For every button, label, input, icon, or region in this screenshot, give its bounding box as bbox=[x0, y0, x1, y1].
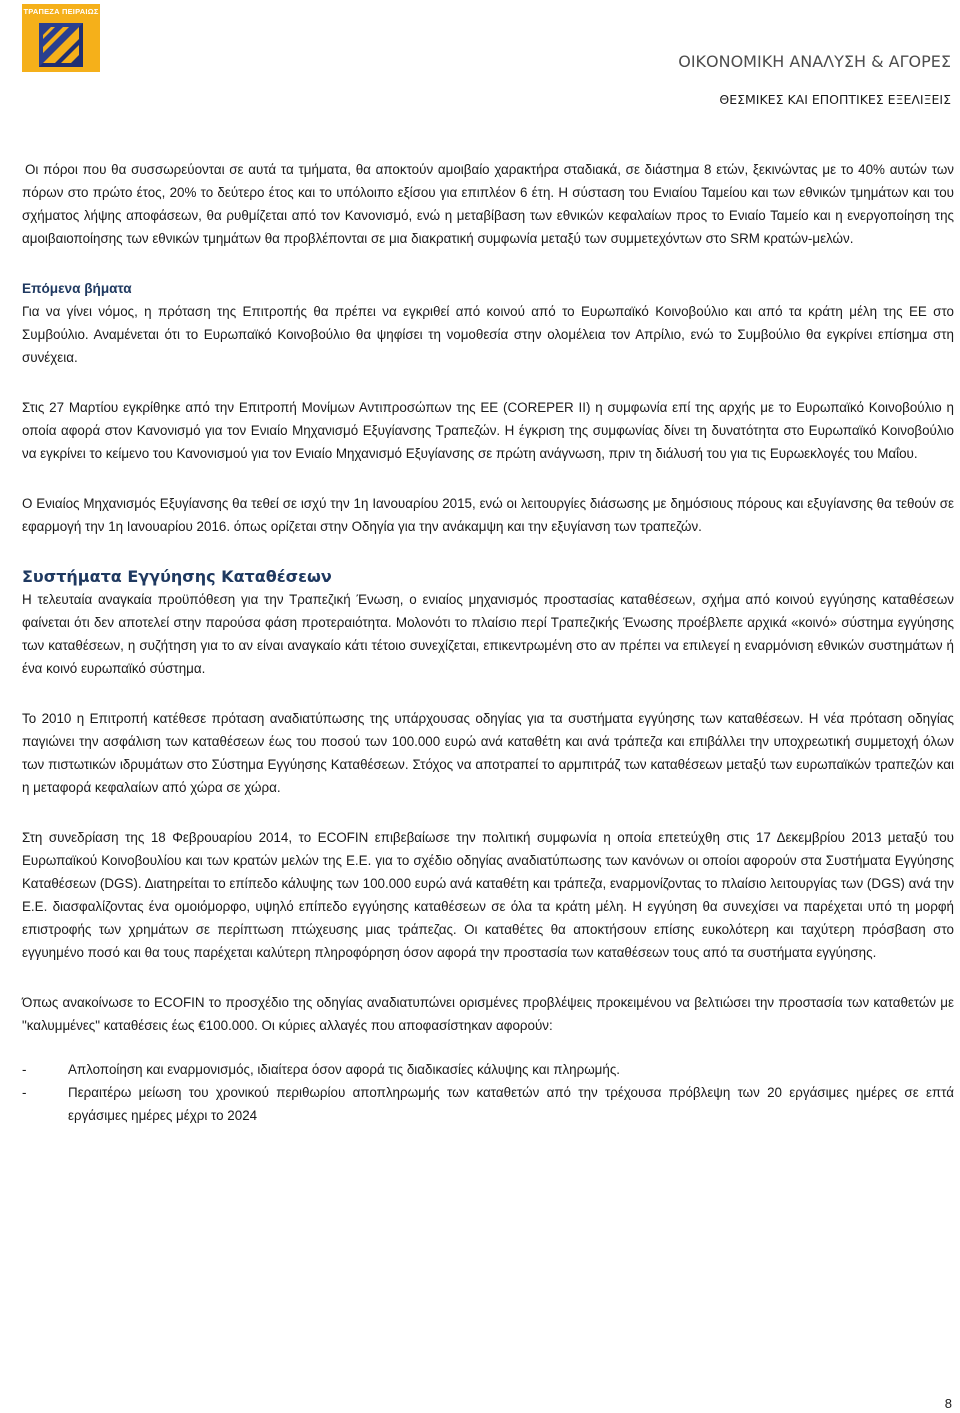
paragraph: Οι πόροι που θα συσσωρεύονται σε αυτά τα τμήματα, θα αποκτούν αμοιβαίο χαρακτήρα σταδιακά, σε διάστημα 8 ετών, ξεκινώντας με το 40% αυτών των πόρων στο πρώτο έτος, 20% το δεύτερο έτος και το υπόλοιπο εξίσου για επιπλέον 6 έτη. Η σύσταση του Ενιαίου Ταμείου και των εθνικών τμημάτων και του σχήματος λήψης αποφάσεων, θα ρυθμίζεται από τον Κανονισμό, ενώ η μεταβίβαση των εθνικών κεφαλαίων προς το Ενιαίο Ταμείο και η ενεργοποίηση της αμοιβαιοποίησης των εθνικών τμημάτων θα προβλέπονται σε μια διακρατική συμφωνία μεταξύ των συμμετεχόντων στο SRM κρατών-μελών. bbox=[22, 162, 954, 246]
bank-logo-icon bbox=[39, 23, 83, 67]
paragraph: Όπως ανακοίνωσε το ECOFIN το προσχέδιο της οδηγίας αναδιατυπώνει ορισμένες προβλέψεις προκειμένου να βελτιώσει την προστασία των καταθετών με "καλυμμένες" καταθέσεις έως €100.000. Οι κύριες αλλαγές που αποφασίστηκαν αφορούν: bbox=[22, 995, 954, 1033]
list-item-text: Περαιτέρω μείωση του χρονικού περιθωρίου αποπληρωμής των καταθετών από την τρέχουσα πρόβλεψη των 20 εργάσιμες ημέρες σε επτά εργάσιμες ημέρες μέχρι το 2024 bbox=[68, 1085, 954, 1123]
paragraph: Το 2010 η Επιτροπή κατέθεσε πρόταση αναδιατύπωσης της υπάρχουσας οδηγίας για τα συστήματα εγγύησης των καταθέσεων. Η νέα πρόταση οδηγίας παγιώνει την ασφάλιση των καταθέσεων έως του ποσού των 100.000 ευρώ ανά καταθέτη και ανά τράπεζα και επιβάλλει την υποχρεωτική συμμετοχή όλων των πιστωτικών ιδρυμάτων στο Σύστημα Εγγύησης Καταθέσεων. Στόχος να αποτραπεί το αρμπιτράζ των καταθέσεων μεταξύ των ευρωπαϊκών τραπεζών και η μεταφορά κεφαλαίων από χώρα σε χώρα. bbox=[22, 711, 954, 795]
bank-logo[interactable] bbox=[22, 4, 100, 72]
document-body bbox=[22, 158, 954, 1127]
changes-list bbox=[22, 1058, 954, 1127]
paragraph: Στις 27 Μαρτίου εγκρίθηκε από την Επιτροπή Μονίμων Αντιπροσώπων της ΕΕ (COREPER II) η συμφωνία επί της αρχής με το Ευρωπαϊκό Κοινοβούλιο η οποία αφορά στον Κανονισμό για τον Ενιαίο Μηχανισμό Εξυγίανσης Τραπεζών. Η έγκριση της συμφωνίας δίνει τη δυνατότητα στο Ευρωπαϊκό Κοινοβούλιο να εγκρίνει το κείμενο του Κανονισμού για τον Ενιαίο Μηχανισμό Εξυγίανσης σε πρώτη ανάγνωση, πριν τη διάλυσή του για τις Ευρωεκλογές του Μαΐου. bbox=[22, 400, 954, 461]
list-item bbox=[22, 1058, 954, 1081]
list-item-text: Απλοποίηση και εναρμονισμός, ιδιαίτερα όσον αφορά τις διαδικασίες κάλυψης και πληρωμής. bbox=[68, 1062, 620, 1077]
deposit-guarantee-heading: Συστήματα Εγγύησης Καταθέσεων bbox=[22, 567, 332, 586]
page-number: 8 bbox=[944, 1396, 952, 1411]
next-steps-heading: Επόμενα βήματα bbox=[22, 281, 132, 296]
section-subtitle: ΘΕΣΜΙΚΕΣ ΚΑΙ ΕΠΟΠΤΙΚΕΣ ΕΞΕΛΙΞΕΙΣ bbox=[719, 92, 951, 107]
logo-brand-text: ΤΡΑΠΕΖΑ ΠΕΙΡΑΙΩΣ bbox=[23, 7, 99, 16]
list-dash: - bbox=[22, 1085, 27, 1100]
section-title: ΟΙΚΟΝΟΜΙΚΗ ΑΝΑΛΥΣΗ & ΑΓΟΡΕΣ bbox=[678, 52, 951, 71]
paragraph: Η τελευταία αναγκαία προϋπόθεση για την Τραπεζική Ένωση, ο ενιαίος μηχανισμός προστασίας καταθέσεων, σχήμα από κοινού εγγύησης καταθέσεων φαίνεται ότι δεν αποτελεί στην παρούσα φάση προτεραιότητα. Μολονότι το πλαίσιο περί Τραπεζικής Ένωσης προέβλεπε αρχικά «κοινό» σύστημα εγγύησης των καταθέσεων, η συζήτηση για το αν είναι αναγκαίο κάτι τέτοιο συνεχίζεται, επικεντρωμένη στο αν πρέπει να επιλεγεί η εναρμόνιση εθνικών συστημάτων ή ένα κοινό ευρωπαϊκό σύστημα. bbox=[22, 592, 954, 676]
paragraph: Ο Ενιαίος Μηχανισμός Εξυγίανσης θα τεθεί σε ισχύ την 1η Ιανουαρίου 2015, ενώ οι λειτουργίες διάσωσης με δημόσιους πόρους και εξυγίανσης θα τεθούν σε εφαρμογή την 1η Ιανουαρίου 2016. όπως ορίζεται στην Οδηγία για την ανάκαμψη και την εξυγίανση των τραπεζών. bbox=[22, 496, 954, 534]
list-item bbox=[22, 1081, 954, 1127]
paragraph: Στη συνεδρίαση της 18 Φεβρουαρίου 2014, το ECOFIN επιβεβαίωσε την πολιτική συμφωνία η οποία επετεύχθη στις 17 Δεκεμβρίου 2013 μεταξύ του Ευρωπαϊκού Κοινοβουλίου και των κρατών μελών της Ε.Ε. για το σχέδιο οδηγίας αναδιατύπωσης των κανόνων οι οποίοι αφορούν στα Συστήματα Εγγύησης Καταθέσεων (DGS). Διατηρείται το επίπεδο κάλυψης των 100.000 ευρώ ανά καταθέτη και τράπεζα, εναρμονίζοντας το πλαίσιο λειτουργίας των (DGS) ανά την Ε.Ε. διασφαλίζοντας ένα ομοιόμορφο, υψηλό επίπεδο εγγύησης καταθέσεων σε όλα τα κράτη μέλη. Η εγγύηση θα συνεχίσει να παρέχεται υπό τη μορφή επιστροφής των χρημάτων σε περίπτωση πτώχευσης μιας τράπεζας. Οι καταθέτες θα αποκτήσουν επίσης ευκολότερη και ταχύτερη πρόσβαση στο εγγυημένο ποσό και θα τους παρέχεται καλύτερη πληροφόρηση όσον αφορά την προστασία των καταθέσεων τους από τα συστήματα εγγύησης. bbox=[22, 830, 954, 960]
paragraph: Για να γίνει νόμος, η πρόταση της Επιτροπής θα πρέπει να εγκριθεί από κοινού από το Ευρωπαϊκό Κοινοβούλιο και από τα κράτη μέλη της ΕΕ στο Συμβούλιο. Αναμένεται ότι το Ευρωπαϊκό Κοινοβούλιο θα ψηφίσει τη νομοθεσία στην ολομέλεια τον Απρίλιο, ενώ το Συμβούλιο θα εγκρίνει επίσημα στη συνέχεια. bbox=[22, 304, 954, 365]
list-dash: - bbox=[22, 1062, 27, 1077]
